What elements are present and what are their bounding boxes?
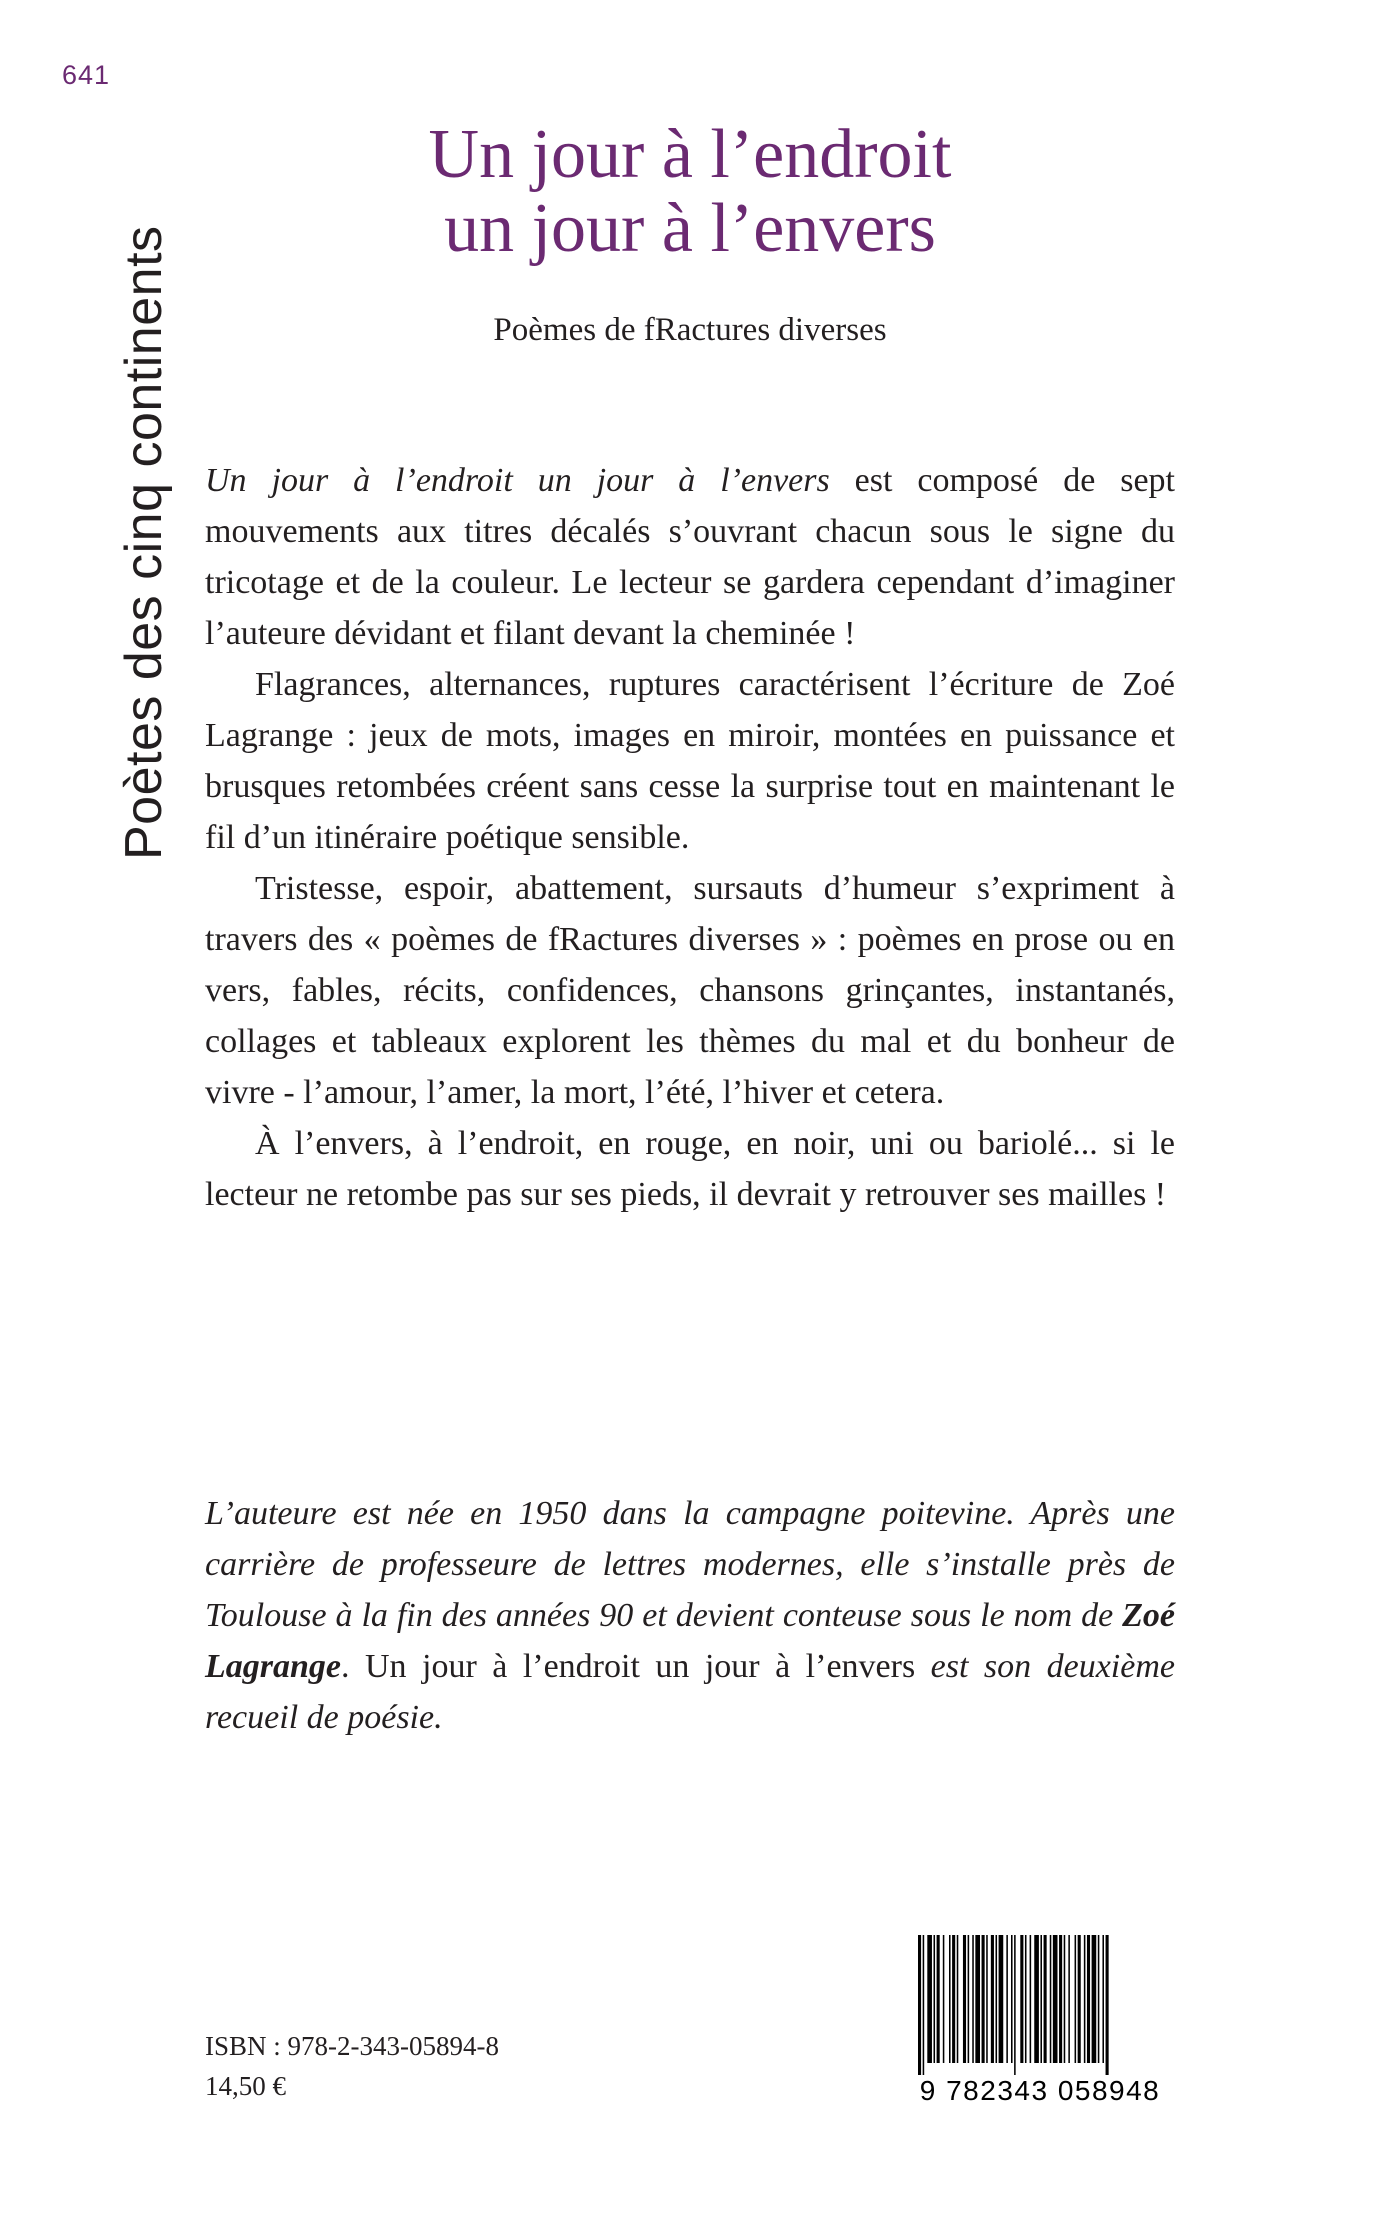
book-title xyxy=(300,118,1080,266)
barcode-bar xyxy=(1053,1935,1058,2063)
barcode-bar xyxy=(923,1935,925,2075)
barcode-bar xyxy=(1098,1935,1100,2063)
barcode-bar xyxy=(1014,1935,1016,2075)
barcode-bar xyxy=(982,1935,985,2063)
summary-paragraph-1-rest: est composé de sept mouvements aux titres décalés s’ouvrant chacun sous le signe du tricotage et de la couleur. Le lecteur se gardera cependant d’imaginer l’auteure dévidant et filant devant la cheminée ! xyxy=(205,462,1175,652)
barcode-bar xyxy=(927,1935,932,2063)
barcode-bar xyxy=(1034,1935,1039,2063)
barcode-bar xyxy=(1068,1935,1070,2063)
barcode xyxy=(910,1935,1170,2110)
series-number: 641 xyxy=(62,60,111,90)
barcode-bar xyxy=(1075,1935,1077,2063)
summary-paragraph-3: Tristesse, espoir, abattement, sursauts d’humeur s’expriment à travers des « poèmes de fRactures diverses » : poèmes en prose ou en vers, fables, récits, confidences, chansons grinçantes, instantanés, collages et tableaux explorent les thèmes du mal et du bonheur de vivre - l’amour, l’amer, la mort, l’été, l’hiver et cetera. xyxy=(205,870,1175,1111)
series-name: Poètes des cinq continents xyxy=(115,225,173,860)
barcode-bar xyxy=(1006,1935,1008,2063)
barcode-bar xyxy=(957,1935,959,2063)
barcode-bar xyxy=(1078,1935,1081,2063)
barcode-bar xyxy=(991,1935,994,2063)
barcode-bar xyxy=(949,1935,951,2063)
barcode-bar xyxy=(999,1935,1004,2063)
summary-paragraph-4: À l’envers, à l’endroit, en rouge, en noir, uni ou bariolé... si le lecteur ne retombe pas sur ses pieds, il devrait y retrouver ses mailles ! xyxy=(205,1125,1175,1213)
author-name: Zoé Lagrange xyxy=(205,1597,1175,1685)
barcode-bar xyxy=(963,1935,966,2063)
barcode-bar xyxy=(937,1935,940,2063)
barcode-bar xyxy=(1044,1935,1047,2063)
barcode-bar xyxy=(1106,1935,1109,2075)
barcode-bar xyxy=(986,1935,988,2063)
barcode-bar xyxy=(1064,1935,1066,2063)
barcode-bar xyxy=(918,1935,921,2075)
barcode-bar xyxy=(996,1935,998,2063)
barcode-bar xyxy=(968,1935,970,2063)
barcode-bar xyxy=(1025,1935,1027,2063)
summary-title-italic: Un jour à l’endroit un jour à l’envers xyxy=(205,462,830,499)
isbn: ISBN : 978-2-343-05894-8 xyxy=(205,2031,499,2061)
barcode-bar xyxy=(975,1935,980,2063)
barcode-bar xyxy=(1011,1935,1013,2063)
summary-paragraph-2: Flagrances, alternances, ruptures caractérisent l’écriture de Zoé Lagrange : jeux de mots, images en miroir, montées en puissance et brusques retombées créent sans cesse la surprise tout en maintenant le fil d’un itinéraire poétique sensible. xyxy=(205,666,1175,856)
barcode-bar xyxy=(1102,1935,1104,2063)
barcode-bar xyxy=(934,1935,936,2063)
title-line-1: Un jour à l’endroit xyxy=(428,116,952,193)
bio-part-1: L’auteure est née en 1950 dans la campagne poitevine. Après une carrière de professeure de lettres modernes, elle s’installe près de Toulouse à la fin des années 90 et devient conteuse sous le nom de xyxy=(205,1495,1175,1634)
barcode-bar xyxy=(972,1935,974,2063)
price: 14,50 € xyxy=(205,2071,286,2101)
barcode-bar xyxy=(1092,1935,1097,2063)
barcode-bar xyxy=(1084,1935,1086,2063)
bio-part-2: . Un jour à l’endroit un jour à l’envers xyxy=(341,1648,916,1685)
barcode-bar xyxy=(1050,1935,1052,2063)
barcode-bar xyxy=(1030,1935,1032,2063)
bio-part-3: est son deuxième recueil de poésie. xyxy=(205,1648,1175,1736)
barcode-bar xyxy=(1040,1935,1042,2063)
summary-text xyxy=(205,455,1175,1220)
barcode-bars xyxy=(916,1935,1166,2075)
barcode-digits: 9 782343 058948 xyxy=(919,2075,1161,2106)
barcode-bar xyxy=(1020,1935,1023,2063)
barcode-bar xyxy=(943,1935,945,2063)
book-subtitle: Poèmes de fRactures diverses xyxy=(493,312,887,348)
barcode-bar xyxy=(1087,1935,1090,2063)
barcode-bar xyxy=(952,1935,955,2063)
barcode-bar xyxy=(1059,1935,1062,2063)
summary-paragraph-1 xyxy=(205,455,1175,659)
title-line-2: un jour à l’envers xyxy=(444,190,936,267)
author-bio xyxy=(205,1488,1175,1743)
